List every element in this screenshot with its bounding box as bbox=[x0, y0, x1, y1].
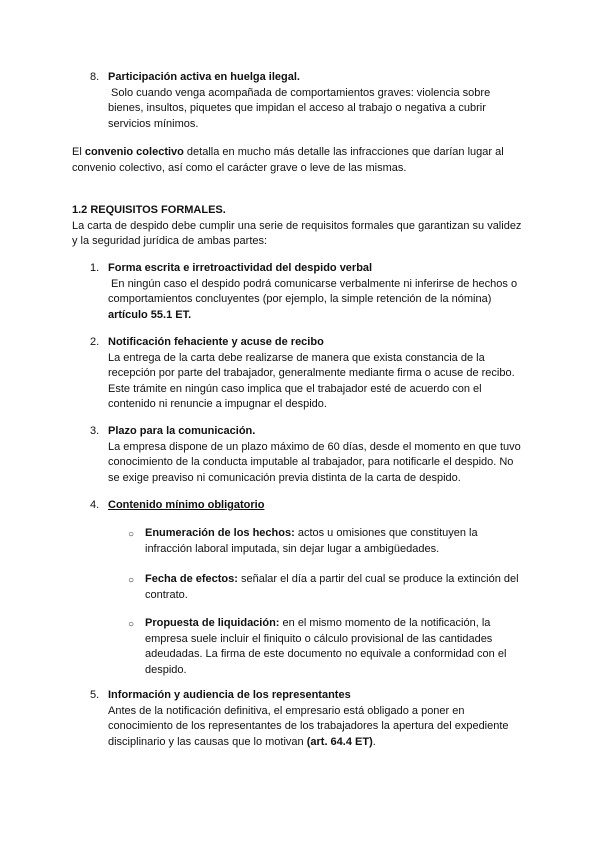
text-line: contrato. bbox=[145, 588, 188, 601]
text-line: servicios mínimos. bbox=[108, 117, 199, 130]
text-line: La carta de despido debe cumplir una serie de requisitos formales que garantizan su validez bbox=[72, 219, 522, 232]
legal-reference: artículo 55.1 ET. bbox=[108, 308, 192, 321]
section-heading: 1.2 REQUISITOS FORMALES. bbox=[72, 204, 226, 216]
list-number: 1. bbox=[90, 262, 100, 274]
list-number: 4. bbox=[90, 499, 100, 511]
text-line: recepción por parte del trabajador, generalmente mediante firma o acuse de recibo. bbox=[108, 367, 515, 380]
text-line: se exige preaviso ni comunicación previa distinta de la carta de despido. bbox=[108, 471, 461, 484]
convenio-paragraph bbox=[72, 145, 552, 176]
text-span: disciplinario y las causas que lo motivan bbox=[108, 735, 307, 748]
section bbox=[72, 203, 562, 250]
text-line: empresa suele incluir el finiquito o cálculo provisional de las cantidades bbox=[145, 632, 493, 645]
text-line: La entrega de la carta debe realizarse de manera que exista constancia de la bbox=[108, 351, 485, 364]
list-item-title: Plazo para la comunicación. bbox=[108, 425, 256, 437]
sub-item-label: Enumeración de los hechos: bbox=[145, 527, 295, 539]
text-line: infracción laboral imputada, sin dejar lugar a ambigüedades. bbox=[145, 542, 440, 555]
text-line: En ningún caso el despido podrá comunicarse verbalmente ni inferirse de hechos o bbox=[108, 277, 518, 290]
text-line: Solo cuando venga acompañada de comportamientos graves: violencia sobre bbox=[108, 86, 491, 99]
list-number: 3. bbox=[90, 425, 100, 437]
list-item-title: Participación activa en huelga ilegal. bbox=[108, 71, 300, 83]
bullet-circle-icon: ○ bbox=[128, 575, 135, 586]
text-line: convenio colectivo, así como el carácter grave o leve de las mismas. bbox=[72, 161, 407, 174]
text-line: y la seguridad jurídica de ambas partes: bbox=[72, 235, 268, 248]
sub-item-liquidacion bbox=[145, 616, 565, 678]
text-span: El bbox=[72, 146, 85, 158]
bullet-circle-icon: ○ bbox=[128, 529, 135, 540]
sub-item-hechos bbox=[145, 526, 565, 557]
text-line: La empresa dispone de un plazo máximo de 60 días, desde el momento en que tuvo bbox=[108, 440, 521, 453]
legal-reference: (art. 64.4 ET) bbox=[306, 735, 373, 748]
list-item-title: Notificación fehaciente y acuse de recibo bbox=[108, 336, 324, 348]
list-number: 2. bbox=[90, 336, 100, 348]
sub-item-label: Fecha de efectos: bbox=[145, 573, 238, 585]
sub-item-fecha bbox=[145, 572, 565, 603]
list-number: 5. bbox=[90, 689, 100, 701]
text-span: actos u omisiones que constituyen la bbox=[294, 527, 478, 539]
text-line: Antes de la notificación definitiva, el empresario está obligado a poner en bbox=[108, 704, 465, 717]
list-item-title: Información y audiencia de los representantes bbox=[108, 689, 351, 701]
text-span: . bbox=[372, 735, 376, 748]
sub-item-label: Propuesta de liquidación: bbox=[145, 617, 280, 629]
text-line: comportamientos concluyentes (por ejemplo, la simple retención de la nómina) bbox=[108, 293, 492, 306]
bold-term: convenio colectivo bbox=[84, 146, 184, 158]
list-item-title: Forma escrita e irretroactividad del despido verbal bbox=[108, 262, 373, 274]
text-line: despido. bbox=[145, 663, 187, 676]
text-line: conocimiento de los representantes de los trabajadores la apertura del expediente bbox=[108, 720, 509, 733]
text-line: contenido ni renuncie a impugnar el despido. bbox=[108, 398, 327, 411]
text-span: detalla en mucho más detalle las infracciones que darían lugar al bbox=[183, 146, 504, 158]
list-number: 8. bbox=[90, 71, 100, 83]
text-span: señalar el día a partir del cual se produce la extinción del bbox=[237, 573, 519, 585]
text-line: Este trámite en ningún caso implica que el trabajador esté de acuerdo con el bbox=[108, 382, 482, 395]
text-line: bienes, insultos, piquetes que impidan el acceso al trabajo o negativa a cubrir bbox=[108, 102, 486, 115]
text-span: en el mismo momento de la notificación, la bbox=[279, 617, 491, 629]
text-line: adeudadas. La firma de este documento no equivale a conformidad con el bbox=[145, 648, 507, 661]
list-item-title: Contenido mínimo obligatorio bbox=[108, 499, 265, 511]
text-line: conocimiento de la conducta imputable al trabajador, para notificarle el despido. No bbox=[108, 456, 514, 469]
bullet-circle-icon: ○ bbox=[128, 619, 135, 630]
